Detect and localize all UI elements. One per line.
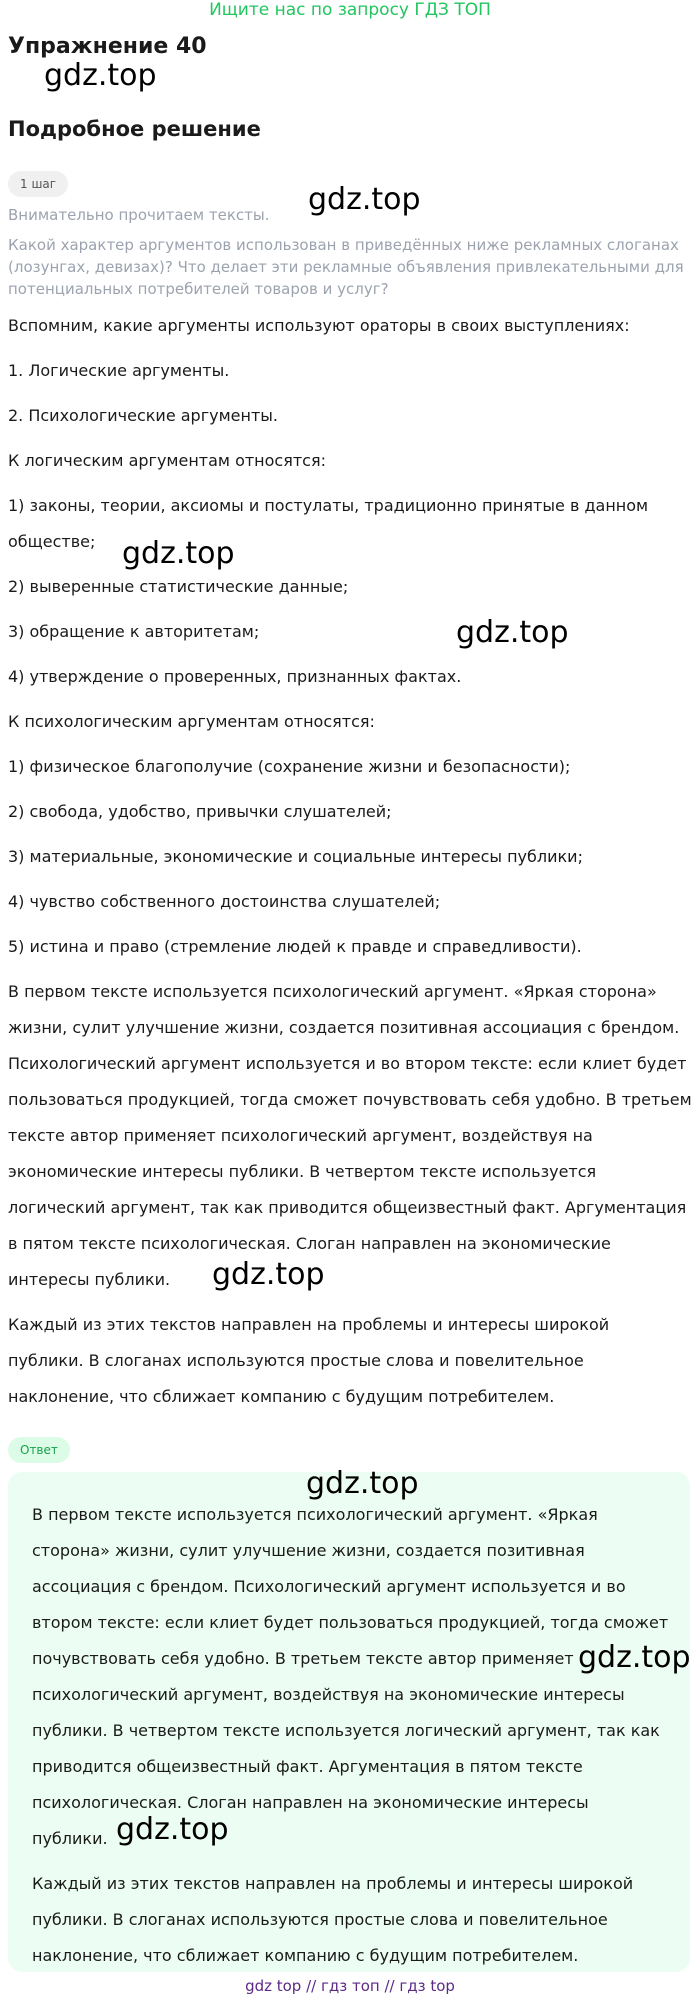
section-title: Подробное решение xyxy=(8,117,261,141)
solution-line: тексте автор применяет психологический аргумент, воздействуя на xyxy=(8,1126,593,1145)
solution-line: 2) свобода, удобство, привычки слушателей; xyxy=(8,802,392,821)
solution-line: интересы публики. xyxy=(8,1270,171,1289)
watermark: gdz.top xyxy=(116,1812,229,1847)
answer-line: наклонение, что сближает компанию с будущим потребителем. xyxy=(32,1946,579,1965)
task-text-line: потенциальных потребителей товаров и услуг? xyxy=(8,280,389,298)
solution-line: 3) обращение к авторитетам; xyxy=(8,622,260,641)
task-text-line: (лозунгах, девизах)? Что делает эти рекламные объявления привлекательными для xyxy=(8,258,684,276)
solution-line: обществе; xyxy=(8,532,96,551)
solution-line: Каждый из этих текстов направлен на проблемы и интересы широкой xyxy=(8,1315,610,1334)
page-title: Упражнение 40 xyxy=(8,34,207,59)
solution-line: наклонение, что сближает компанию с будущим потребителем. xyxy=(8,1387,555,1406)
answer-line: психологический аргумент, воздействуя на экономические интересы xyxy=(32,1685,625,1704)
watermark: gdz.top xyxy=(308,182,421,217)
watermark: gdz.top xyxy=(456,615,569,650)
answer-line: приводится общеизвестный факт. Аргументация в пятом тексте xyxy=(32,1757,583,1776)
solution-line: 2. Психологические аргументы. xyxy=(8,406,278,425)
answer-badge: Ответ xyxy=(8,1437,70,1463)
footer-links[interactable]: gdz top // гдз топ // гдз top xyxy=(245,1977,455,1995)
solution-line: 4) чувство собственного достоинства слушателей; xyxy=(8,892,441,911)
answer-line: публики. xyxy=(32,1829,108,1848)
answer-line: публики. В четвертом тексте используется логический аргумент, так как xyxy=(32,1721,660,1740)
task-text-line: Внимательно прочитаем тексты. xyxy=(8,206,270,224)
task-text-line: Какой характер аргументов использован в приведённых ниже рекламных слоганах xyxy=(8,236,679,254)
solution-line: логический аргумент, так как приводится общеизвестный факт. Аргументация xyxy=(8,1198,687,1217)
solution-line: пользоваться продукцией, тогда сможет почувствовать себя удобно. В третьем xyxy=(8,1090,692,1109)
watermark: gdz.top xyxy=(44,58,157,93)
solution-line: жизни, сулит улучшение жизни, создается позитивная ассоциация с брендом. xyxy=(8,1018,680,1037)
watermark: gdz.top xyxy=(306,1466,419,1501)
answer-line: почувствовать себя удобно. В третьем тексте автор применяет xyxy=(32,1649,574,1668)
solution-line: 2) выверенные статистические данные; xyxy=(8,577,349,596)
answer-line: В первом тексте используется психологический аргумент. «Яркая xyxy=(32,1505,598,1524)
solution-line: публики. В слоганах используются простые слова и повелительное xyxy=(8,1351,584,1370)
solution-line: 3) материальные, экономические и социальные интересы публики; xyxy=(8,847,583,866)
solution-line: 1) законы, теории, аксиомы и постулаты, традиционно принятые в данном xyxy=(8,496,649,515)
answer-line: втором тексте: если клиет будет пользоваться продукцией, тогда сможет xyxy=(32,1613,669,1632)
solution-line: 1) физическое благополучие (сохранение жизни и безопасности); xyxy=(8,757,571,776)
solution-line: Психологический аргумент используется и во втором тексте: если клиет будет xyxy=(8,1054,687,1073)
watermark: gdz.top xyxy=(122,536,235,571)
watermark: gdz.top xyxy=(578,1640,691,1675)
solution-line: 5) истина и право (стремление людей к правде и справедливости). xyxy=(8,937,582,956)
solution-line: Вспомним, какие аргументы используют ораторы в своих выступлениях: xyxy=(8,316,630,335)
answer-line: публики. В слоганах используются простые слова и повелительное xyxy=(32,1910,608,1929)
answer-line: психологическая. Слоган направлен на экономические интересы xyxy=(32,1793,589,1812)
solution-line: 4) утверждение о проверенных, признанных фактах. xyxy=(8,667,462,686)
solution-line: К логическим аргументам относятся: xyxy=(8,451,326,470)
step-badge: 1 шаг xyxy=(8,171,68,197)
answer-line: сторона» жизни, сулит улучшение жизни, создается позитивная xyxy=(32,1541,585,1560)
solution-line: экономические интересы публики. В четвертом тексте используется xyxy=(8,1162,597,1181)
solution-line: в пятом тексте психологическая. Слоган направлен на экономические xyxy=(8,1234,611,1253)
solution-line: К психологическим аргументам относятся: xyxy=(8,712,375,731)
answer-line: ассоциация с брендом. Психологический аргумент используется и во xyxy=(32,1577,626,1596)
top-search-link[interactable]: Ищите нас по запросу ГДЗ ТОП xyxy=(209,0,491,20)
watermark: gdz.top xyxy=(212,1257,325,1292)
answer-line: Каждый из этих текстов направлен на проблемы и интересы широкой xyxy=(32,1874,634,1893)
solution-line: В первом тексте используется психологический аргумент. «Яркая сторона» xyxy=(8,982,657,1001)
solution-line: 1. Логические аргументы. xyxy=(8,361,230,380)
